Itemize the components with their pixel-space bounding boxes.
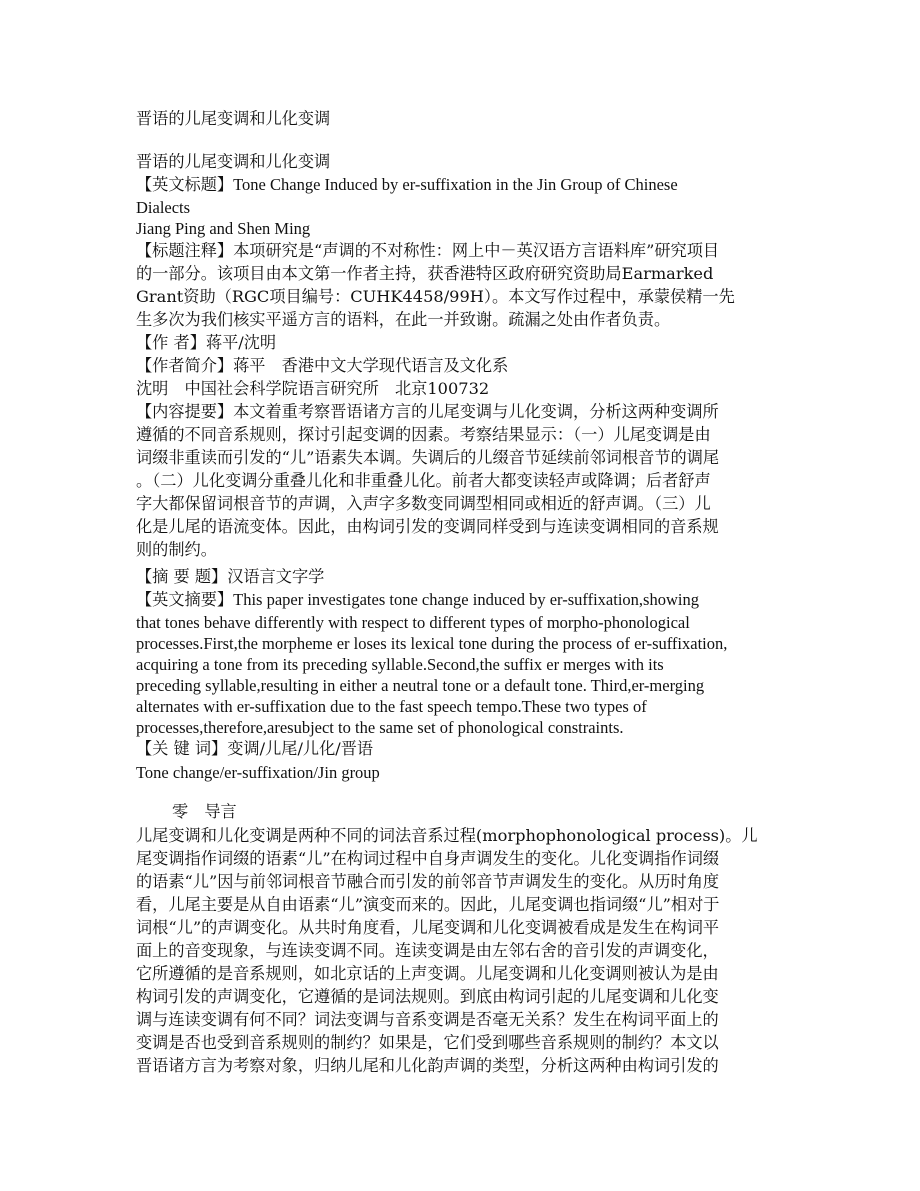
title-note-line-1	[136, 241, 719, 261]
english-abstract-text: This paper investigates tone change induced by er-suffixation,showing	[233, 590, 699, 609]
title-note-label: 【标题注释】	[136, 241, 234, 260]
author-bio-label: 【作者简介】	[136, 356, 234, 375]
body-line-3: 的语素“儿”因与前邻词根音节融合而引发的前邻音节声调发生的变化。从历时角度	[136, 872, 720, 891]
abstract-line-5: 字大都保留词根音节的声调，入声字多数变同调型相同或相近的舒声调。（三）儿	[136, 494, 711, 513]
abstract-line-1	[136, 402, 719, 422]
english-title: Tone Change Induced by er-suffixation in the Jin Group of Chinese	[233, 175, 678, 194]
english-abstract-line-2: that tones behave differently with respect to different types of morpho-phonological	[136, 613, 690, 632]
english-abstract-line-7: processes,therefore,aresubject to the same set of phonological constraints.	[136, 718, 624, 737]
body-line-8: 构词引发的声调变化，它遵循的是词法规则。到底由构词引起的儿尾变调和儿化变	[136, 987, 719, 1006]
english-abstract-line-1	[136, 590, 699, 610]
title-note-line-3: Grant资助（RGC项目编号：CUHK4458/99H）。本文写作过程中，承蒙侯精一先	[136, 287, 735, 306]
author-bio-line-1	[136, 356, 508, 376]
document-header-title: 晋语的儿尾变调和儿化变调	[136, 109, 331, 128]
article-title: 晋语的儿尾变调和儿化变调	[136, 152, 331, 171]
keywords-line	[136, 739, 373, 759]
english-title-label: 【英文标题】	[136, 175, 234, 194]
english-abstract-line-4: acquiring a tone from its preceding syllable.Second,the suffix er merges with its	[136, 655, 664, 674]
author-names: 蒋平/沈明	[205, 333, 277, 352]
body-line-7: 它所遵循的是音系规则，如北京话的上声变调。儿尾变调和儿化变调则被认为是由	[136, 964, 719, 983]
abstract-line-4: 。（二）儿化变调分重叠儿化和非重叠儿化。前者大都变读轻声或降调；后者舒声	[136, 471, 711, 490]
author-bio-line-2: 沈明 中国社会科学院语言研究所 北京100732	[136, 379, 490, 398]
title-note-line-4: 生多次为我们核实平遥方言的语料，在此一并致谢。疏漏之处由作者负责。	[136, 310, 671, 329]
body-line-1: 儿尾变调和儿化变调是两种不同的词法音系过程(morphophonological process)。儿	[136, 826, 758, 845]
english-keywords: Tone change/er-suffixation/Jin group	[136, 763, 380, 782]
abstract-line-2: 遵循的不同音系规则，探讨引起变调的因素。考察结果显示：（一）儿尾变调是由	[136, 425, 711, 444]
abstract-line-7: 则的制约。	[136, 540, 217, 559]
author-line	[136, 333, 276, 353]
keywords-text: 变调/儿尾/儿化/晋语	[227, 739, 374, 758]
english-abstract-line-5: preceding syllable,resulting in either a neutral tone or a default tone. Third,er-merging	[136, 676, 705, 695]
english-authors: Jiang Ping and Shen Ming	[136, 219, 311, 238]
english-abstract-label: 【英文摘要】	[136, 590, 234, 609]
title-note-line-2: 的一部分。该项目由本文第一作者主持，获香港特区政府研究资助局Earmarked	[136, 264, 714, 283]
author-bio-1: 蒋平 香港中文大学现代语言及文化系	[233, 356, 509, 375]
subject-text: 汉语言文字学	[227, 567, 325, 586]
body-line-2: 尾变调指作词缀的语素“儿”在构词过程中自身声调发生的变化。儿化变调指作词缀	[136, 849, 720, 868]
english-title-line-2: Dialects	[136, 198, 191, 217]
body-line-5: 词根“儿”的声调变化。从共时角度看，儿尾变调和儿化变调被看成是发生在构词平	[136, 918, 720, 937]
abstract-label: 【内容提要】	[136, 402, 234, 421]
body-line-4: 看，儿尾主要是从自由语素“儿”演变而来的。因此，儿尾变调也指词缀“儿”相对于	[136, 895, 720, 914]
body-line-10: 变调是否也受到音系规则的制约？如果是，它们受到哪些音系规则的制约？本文以	[136, 1033, 719, 1052]
title-note-text: 本项研究是“声调的不对称性：网上中－英汉语方言语料库”研究项目	[233, 241, 720, 260]
body-line-11: 晋语诸方言为考察对象，归纳儿尾和儿化韵声调的类型，分析这两种由构词引发的	[136, 1056, 719, 1075]
section-heading: 零 导言	[172, 802, 237, 821]
author-label: 【作 者】	[136, 333, 206, 352]
body-line-9: 调与连读变调有何不同？词法变调与音系变调是否毫无关系？发生在构词平面上的	[136, 1010, 719, 1029]
subject-line	[136, 567, 324, 587]
abstract-text: 本文着重考察晋语诸方言的儿尾变调与儿化变调，分析这两种变调所	[233, 402, 719, 421]
english-title-line-1	[136, 175, 678, 195]
abstract-line-6: 化是儿尾的语流变体。因此，由构词引发的变调同样受到与连读变调相同的音系规	[136, 517, 719, 536]
english-abstract-line-3: processes.First,the morpheme er loses its lexical tone during the process of er-suffixation,	[136, 634, 728, 653]
subject-label: 【摘 要 题】	[136, 567, 228, 586]
keywords-label: 【关 键 词】	[136, 739, 228, 758]
abstract-line-3: 词缀非重读而引发的“儿”语素失本调。失调后的儿缀音节延续前邻词根音节的调尾	[136, 448, 720, 467]
english-abstract-line-6: alternates with er-suffixation due to the fast speech tempo.These two types of	[136, 697, 647, 716]
body-line-6: 面上的音变现象，与连读变调不同。连读变调是由左邻右舍的音引发的声调变化，	[136, 941, 719, 960]
